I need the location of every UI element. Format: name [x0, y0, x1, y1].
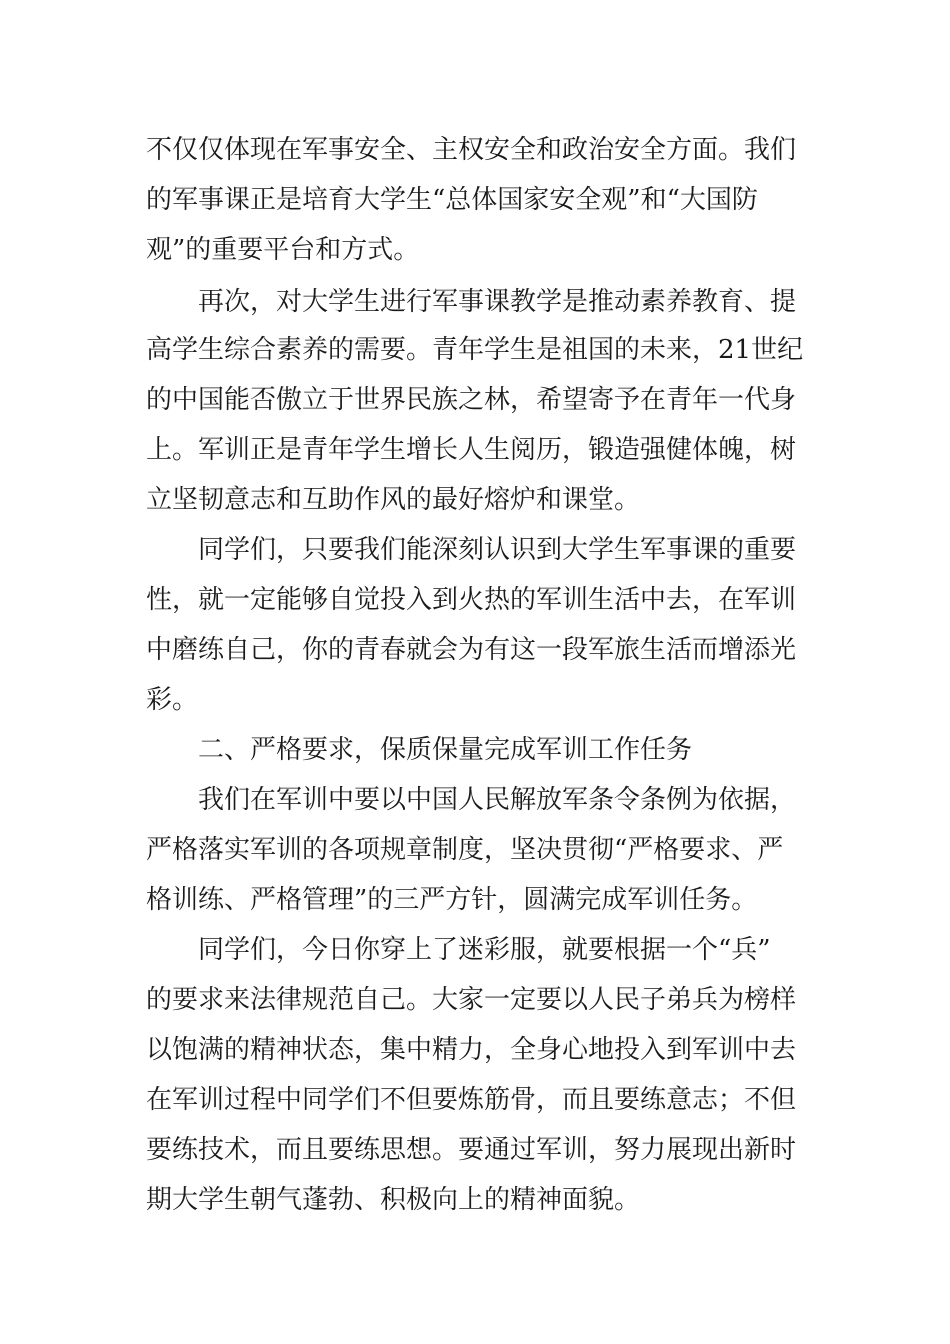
- text-line: 在军训过程中同学们不但要炼筋骨，而且要练意志；不但: [146, 1085, 797, 1115]
- paragraph-first-line: 再次，对大学生进行军事课教学是推动素养教育、提: [198, 287, 797, 317]
- text-line: 彩。: [146, 685, 199, 715]
- text-line: 观”的重要平台和方式。: [146, 235, 420, 265]
- text-line: 以饱满的精神状态，集中精力，全身心地投入到军训中去: [146, 1035, 797, 1065]
- section-heading: 二、严格要求，保质保量完成军训工作任务: [198, 735, 693, 765]
- paragraph-first-line: 同学们，只要我们能深刻认识到大学生军事课的重要: [198, 535, 797, 565]
- text-line: 格训练、严格管理”的三严方针，圆满完成军训任务。: [146, 885, 758, 915]
- text-line: 性，就一定能够自觉投入到火热的军训生活中去，在军训: [146, 585, 797, 615]
- text-line: 的要求来法律规范自己。大家一定要以人民子弟兵为榜样: [146, 985, 797, 1015]
- text-line: 期大学生朝气蓬勃、积极向上的精神面貌。: [146, 1185, 641, 1215]
- paragraph-first-line: 我们在军训中要以中国人民解放军条令条例为依据，: [198, 785, 797, 815]
- text-line: 要练技术，而且要练思想。要通过军训，努力展现出新时: [146, 1135, 797, 1165]
- text-line: 严格落实军训的各项规章制度，坚决贯彻“严格要求、严: [146, 835, 784, 865]
- paragraph-first-line: 同学们，今日你穿上了迷彩服，就要根据一个“兵”: [198, 935, 771, 965]
- text-line: 上。军训正是青年学生增长人生阅历，锻造强健体魄，树: [146, 435, 797, 465]
- text-line: 的军事课正是培育大学生“总体国家安全观”和“大国防: [146, 185, 758, 215]
- text-line: 立坚韧意志和互助作风的最好熔炉和课堂。: [146, 485, 641, 515]
- text-line: 不仅仅体现在军事安全、主权安全和政治安全方面。我们: [146, 135, 797, 165]
- text-line: 高学生综合素养的需要。青年学生是祖国的未来，21世纪: [146, 335, 804, 365]
- text-line: 的中国能否傲立于世界民族之林，希望寄予在青年一代身: [146, 385, 797, 415]
- text-line: 中磨练自己，你的青春就会为有这一段军旅生活而增添光: [146, 635, 797, 665]
